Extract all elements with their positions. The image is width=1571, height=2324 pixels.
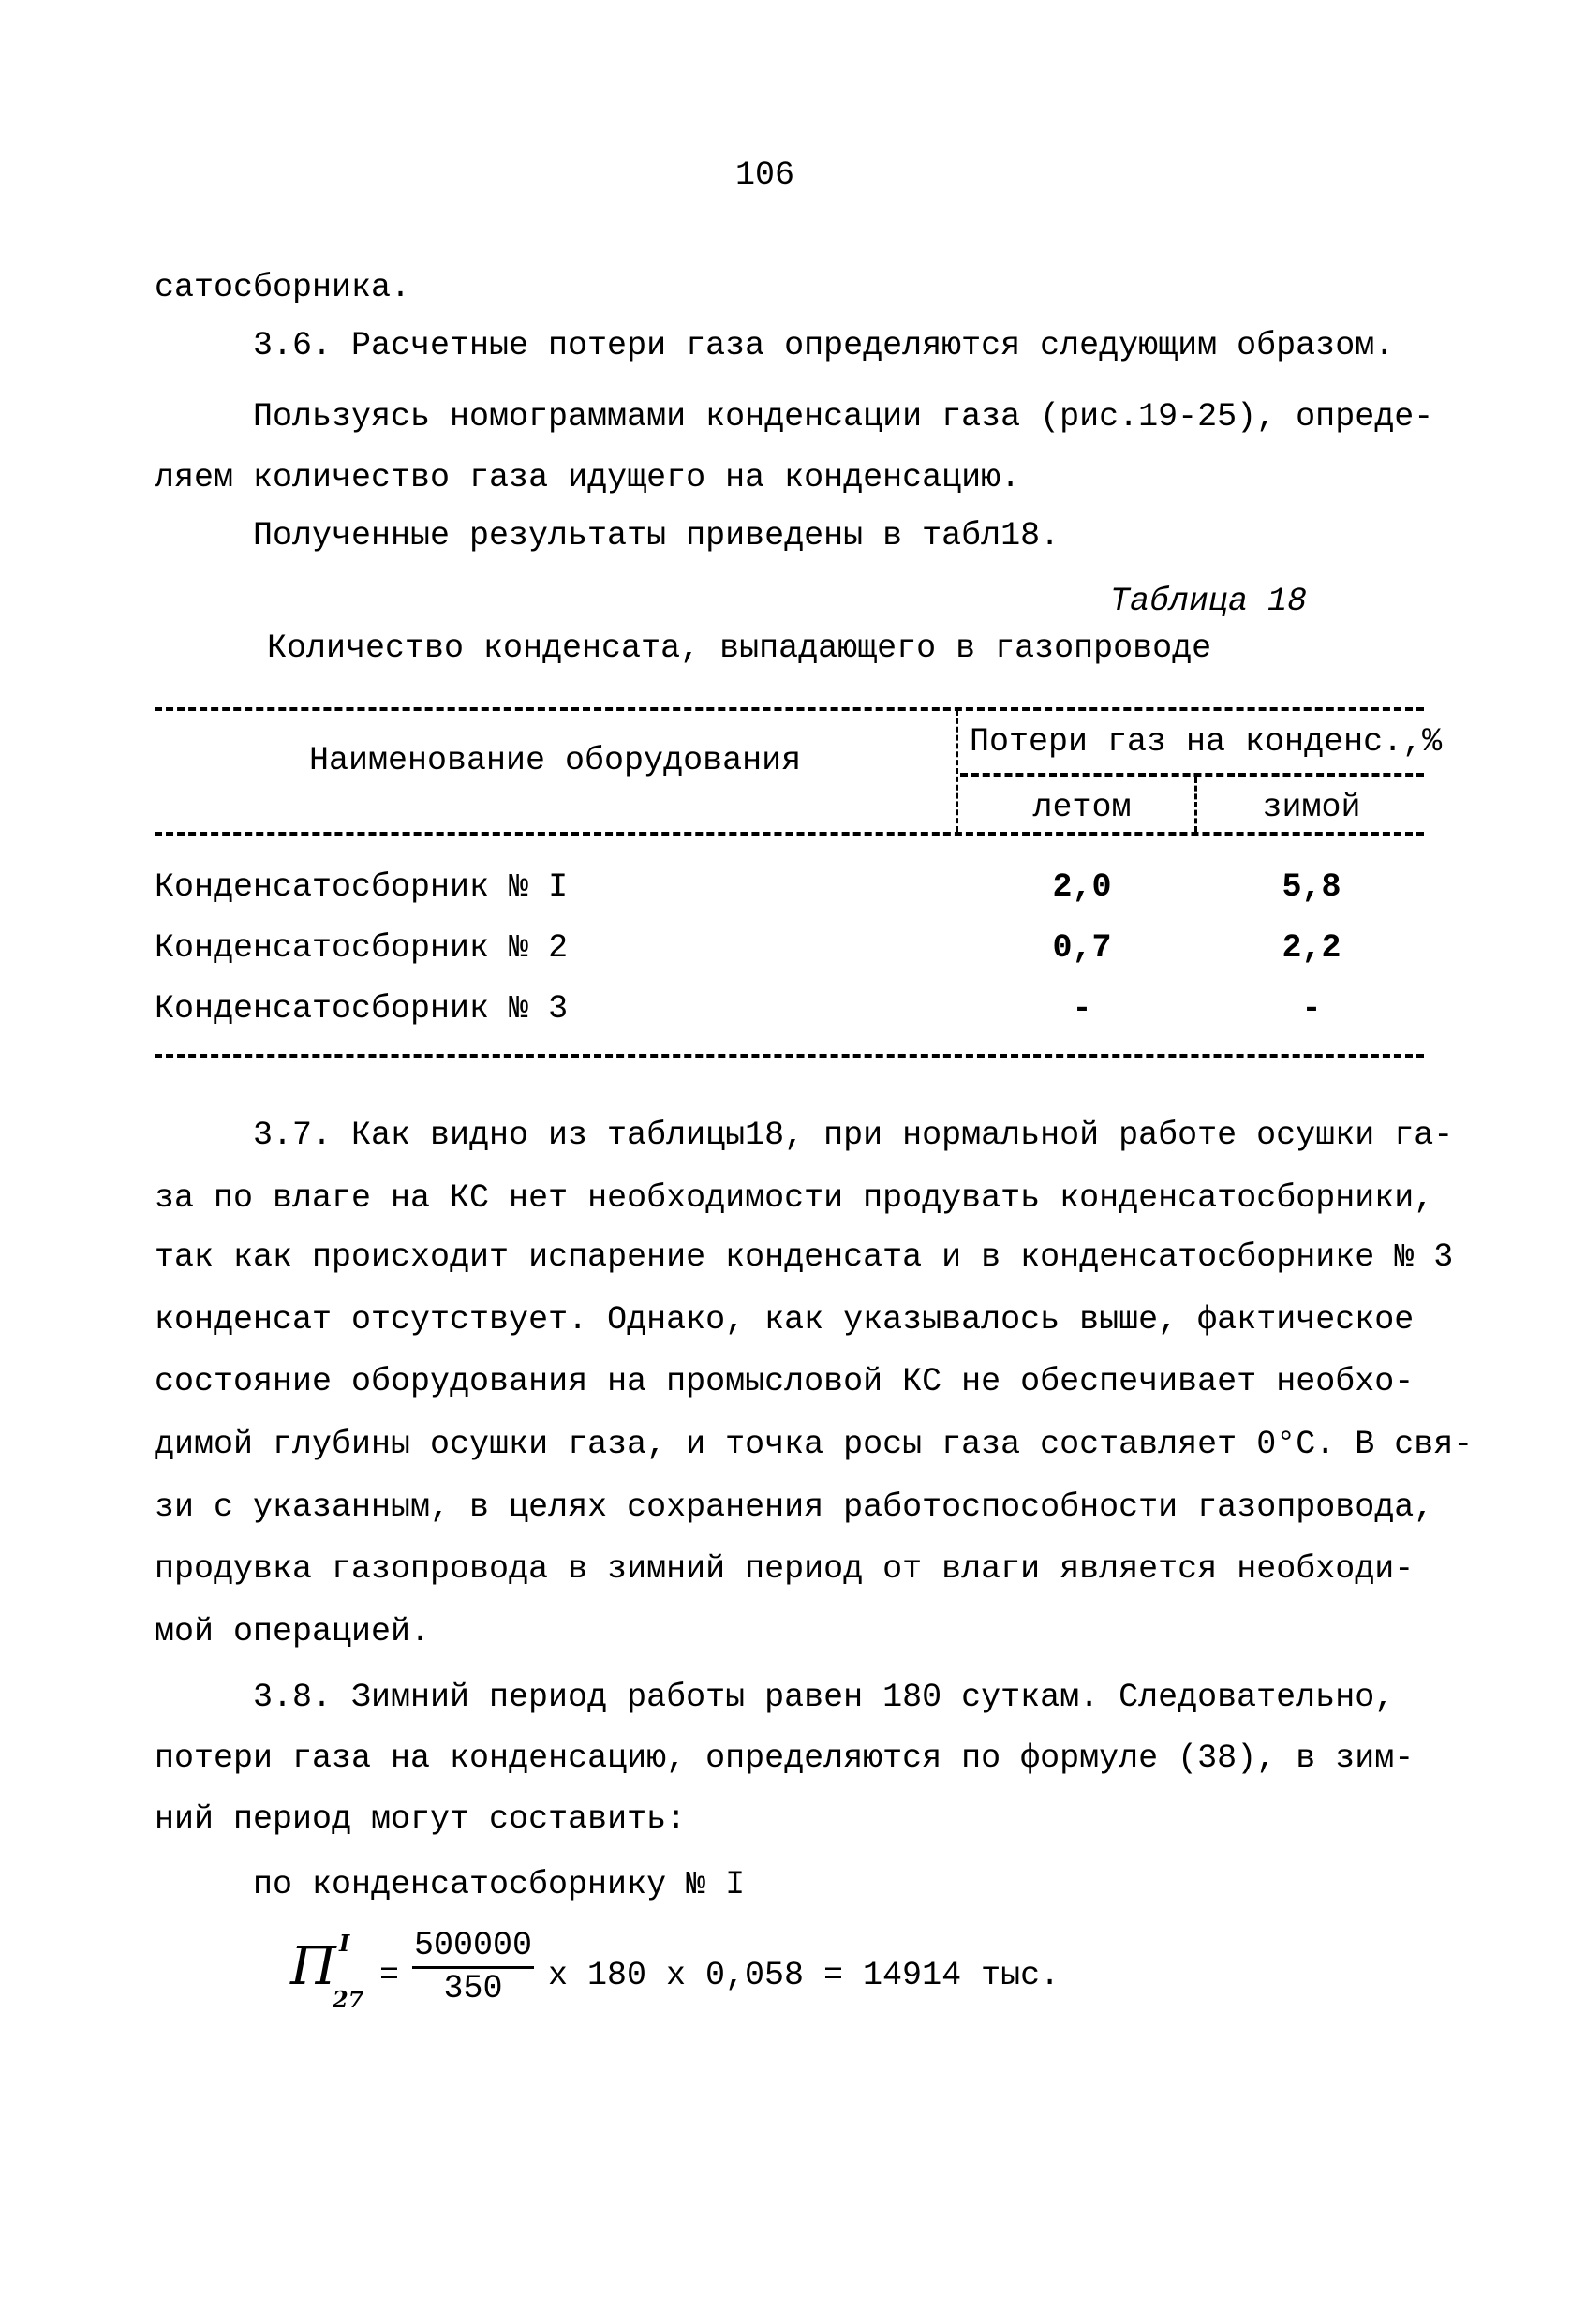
paragraph-line: Полученные результаты приведены в табл18. <box>253 517 1060 555</box>
paragraph-line: зи с указанным, в целях сохранения работоспособности газопровода, <box>155 1488 1434 1526</box>
table-top-rule <box>155 707 1424 711</box>
paragraph-line: ляем количество газа идущего на конденсацию. <box>155 459 1021 496</box>
table-cell-name: Конденсатосборник № 3 <box>155 990 569 1028</box>
formula-fraction <box>412 1927 534 2007</box>
formula-equals: = <box>379 1957 400 1994</box>
table-cell-summer: 0,7 <box>1052 929 1112 967</box>
formula-subscript: 27 <box>333 1986 364 2013</box>
paragraph-line: мой операцией. <box>155 1613 431 1650</box>
table-header-name: Наименование оборудования <box>309 742 802 779</box>
table-header-winter: зимой <box>1262 789 1361 826</box>
page-number: 106 <box>735 156 795 194</box>
paragraph-line: за по влаге на КС нет необходимости продувать конденсатосборники, <box>155 1179 1434 1217</box>
formula-denominator: 350 <box>443 1970 503 2007</box>
table-cell-name: Конденсатосборник № I <box>155 868 569 906</box>
paragraph-line: потери газа на конденсацию, определяются по формуле (38), в зим- <box>155 1739 1415 1777</box>
table-cell-summer: 2,0 <box>1052 868 1112 906</box>
formula-fraction-bar <box>412 1966 534 1969</box>
formula-numerator: 500000 <box>413 1927 533 1964</box>
table-cell-winter: 2,2 <box>1282 929 1341 967</box>
table-header-rule <box>155 832 1424 836</box>
table-divider <box>956 710 958 832</box>
paragraph-line: ний период могут составить: <box>155 1800 687 1838</box>
paragraph-line: конденсат отсутствует. Однако, как указывалось выше, фактическое <box>155 1301 1415 1339</box>
paragraph-line: состояние оборудования на промысловой КС не обеспечивает необхо- <box>155 1363 1415 1400</box>
table-bottom-rule <box>155 1054 1424 1058</box>
table-label: Таблица 18 <box>1110 583 1308 620</box>
formula-superscript: I <box>339 1930 350 1957</box>
table-subheader-rule <box>960 773 1424 777</box>
paragraph-line: 3.6. Расчетные потери газа определяются следующим образом. <box>253 327 1395 364</box>
table-subdivider <box>1194 777 1197 832</box>
paragraph-line: так как происходит испарение конденсата и в конденсатосборнике № 3 <box>155 1238 1454 1276</box>
table-cell-winter: - <box>1301 990 1322 1028</box>
paragraph-line: сатосборника. <box>155 269 411 306</box>
paragraph-line: продувка газопровода в зимний период от влаги является необходи- <box>155 1550 1415 1588</box>
paragraph-line: димой глубины осушки газа, и точка росы газа составляет 0°С. В свя- <box>155 1426 1474 1463</box>
table-header-group: Потери газ на конденс.,% <box>970 723 1443 761</box>
table-header-summer: летом <box>1032 789 1132 826</box>
table-title: Количество конденсата, выпадающего в газопроводе <box>267 629 1212 667</box>
paragraph-line: по конденсатосборнику № I <box>253 1866 746 1903</box>
formula-symbol: П <box>290 1936 336 1997</box>
table-cell-name: Конденсатосборник № 2 <box>155 929 569 967</box>
table-cell-summer: - <box>1072 990 1092 1028</box>
table-cell-winter: 5,8 <box>1282 868 1341 906</box>
paragraph-line: 3.7. Как видно из таблицы18, при нормальной работе осушки га- <box>253 1117 1454 1154</box>
paragraph-line: Пользуясь номограммами конденсации газа (рис.19-25), опреде- <box>253 398 1434 436</box>
formula-rest: x 180 x 0,058 = 14914 тыс. <box>548 1957 1060 1994</box>
paragraph-line: 3.8. Зимний период работы равен 180 суткам. Следовательно, <box>253 1679 1395 1716</box>
